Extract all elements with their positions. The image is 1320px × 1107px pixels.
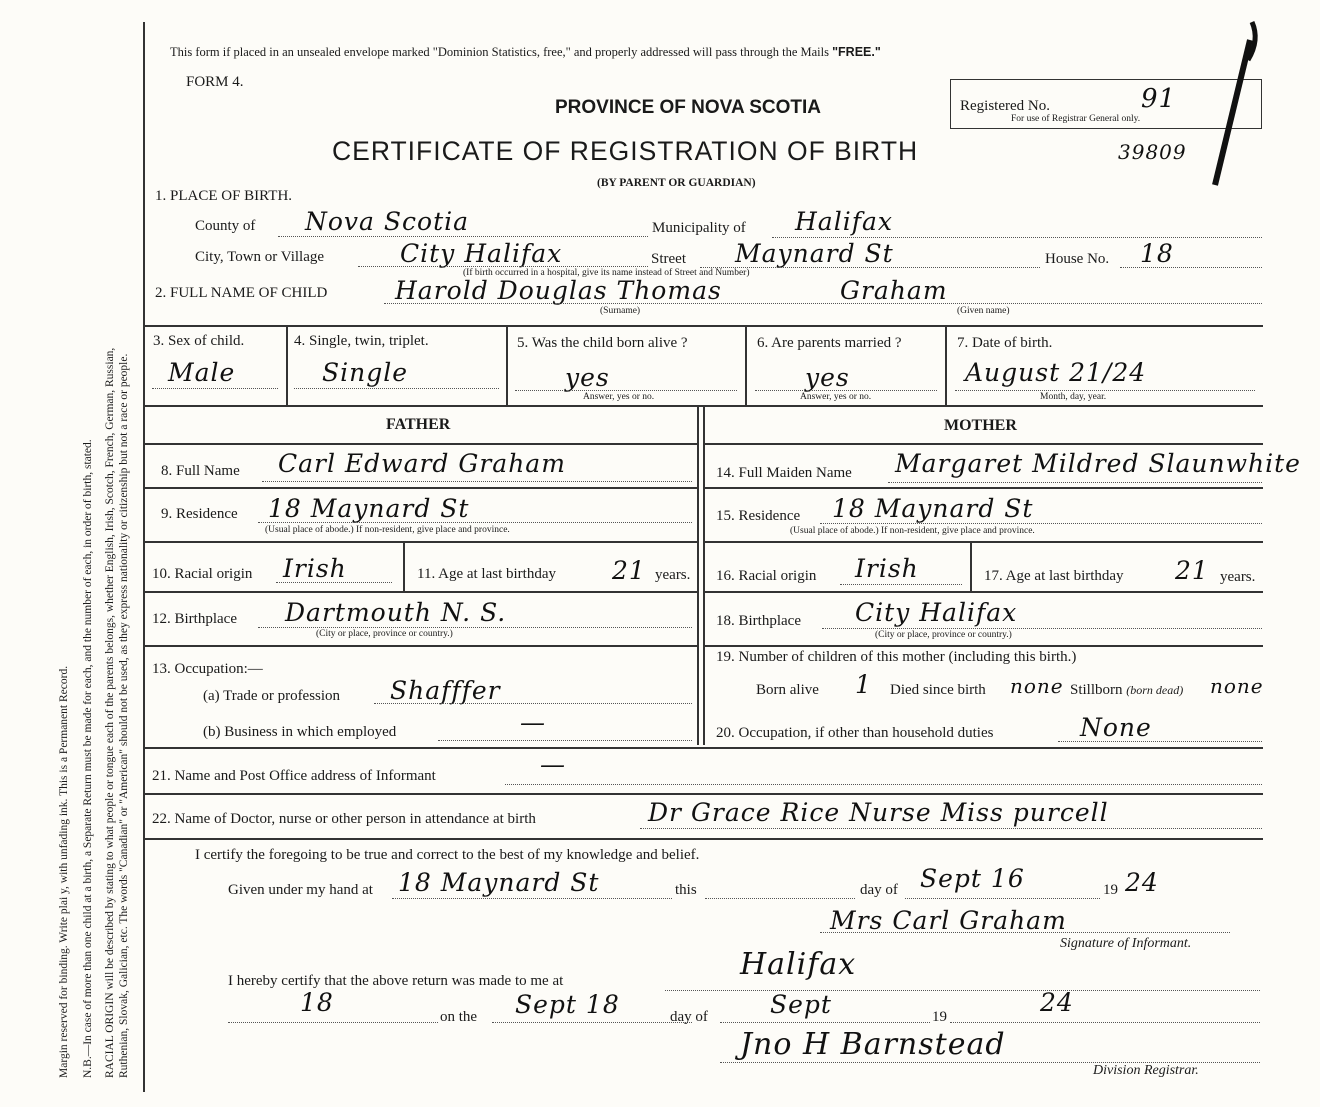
year-value: 24 (1125, 868, 1159, 897)
mother-racial-label: 16. Racial origin (716, 568, 817, 584)
father-birthplace-label: 12. Birthplace (152, 611, 237, 627)
registered-number: 91 (1141, 84, 1177, 114)
stillborn-label: Stillborn (born dead) (1070, 682, 1184, 698)
plurality-value: Single (322, 358, 409, 387)
informant-signature-label: Signature of Informant. (1060, 936, 1192, 951)
child-surname-value: Harold Douglas Thomas (395, 276, 722, 305)
child-given-value: Graham (840, 276, 948, 305)
margin-note-3: RACIAL ORIGIN will be described by stating to what people or tongue each of the parents belongs, whether English, Irish, Scotch, French, German, Russian, (104, 347, 116, 1078)
mother-years-label: years. (1220, 569, 1256, 585)
informant-value: — (540, 750, 566, 779)
mother-age-label: 17. Age at last birthday (984, 568, 1124, 584)
margin-note-4: Ruthenian, Slovak, Galician, etc. The words "Canadian" or "American" should not be used, as they express nationality or citizenship but not a race or people. (118, 353, 130, 1078)
mother-occupation-value: None (1080, 713, 1152, 742)
child-name-label: 2. FULL NAME OF CHILD (155, 285, 328, 301)
place-heading: 1. PLACE OF BIRTH. (155, 188, 293, 204)
division-registrar-label: Division Registrar. (1093, 1063, 1199, 1078)
on-the-label: on the (440, 1009, 478, 1025)
dob-value: August 21/24 (965, 358, 1147, 387)
father-name-value: Carl Edward Graham (278, 449, 566, 478)
father-business-value: — (520, 708, 546, 737)
municipality-label: Municipality of (652, 220, 746, 236)
surname-note: (Surname) (600, 306, 641, 316)
mother-residence-label: 15. Residence (716, 508, 801, 524)
registrar-statement: I hereby certify that the above return was made to me at (228, 973, 564, 989)
father-birthplace-note: (City or place, province or country.) (316, 629, 453, 639)
stillborn-value: none (1210, 674, 1264, 698)
born-alive-value: 1 (855, 670, 872, 699)
father-heading: FATHER (386, 416, 451, 433)
born-alive-label: Born alive (756, 682, 819, 698)
sex-value: Male (168, 358, 236, 387)
alive-value: yes (565, 363, 610, 392)
died-since-birth-label: Died since birth (890, 682, 986, 698)
registered-label: Registered No. (960, 98, 1050, 114)
county-label: County of (195, 218, 256, 234)
certify-statement: I certify the foregoing to be true and correct to the best of my knowledge and belief. (195, 847, 700, 863)
hospital-note: (If birth occurred in a hospital, give its name instead of Street and Number) (463, 268, 750, 278)
registrar-year-value: 24 (1040, 988, 1074, 1017)
page-title: CERTIFICATE OF REGISTRATION OF BIRTH (332, 136, 919, 166)
check-mark-icon (1200, 20, 1270, 190)
mother-racial-value: Irish (855, 554, 919, 583)
mother-children-label: 19. Number of children of this mother (including this birth.) (716, 649, 1077, 665)
street-label: Street (651, 251, 686, 267)
mother-residence-value: 18 Maynard St (832, 494, 1034, 523)
on-the-value: Sept 18 (515, 990, 620, 1019)
city-label: City, Town or Village (195, 249, 325, 265)
province-heading: PROVINCE OF NOVA SCOTIA (555, 97, 822, 118)
margin-note-1: Margin reserved for binding. Write plai y, with unfading ink. This is a Permanent Record. (58, 665, 70, 1078)
father-age-value: 21 (612, 556, 646, 585)
side-number: 39809 (1118, 140, 1187, 164)
married-value: yes (805, 363, 850, 392)
city-value: City Halifax (400, 239, 563, 268)
father-years-label: years. (655, 567, 691, 583)
house-label: House No. (1045, 251, 1110, 267)
mail-notice: This form if placed in an unsealed envelope marked "Dominion Statistics, free," and properly addressed will pass through the Mails "FREE." (170, 45, 881, 59)
father-residence-note: (Usual place of abode.) If non-resident, give place and province. (265, 525, 510, 535)
died-since-birth-value: none (1010, 674, 1064, 698)
mother-birthplace-value: City Halifax (855, 598, 1018, 627)
father-business-label: (b) Business in which employed (203, 724, 397, 740)
doctor-value: Dr Grace Rice Nurse Miss purcell (648, 798, 1109, 827)
father-racial-label: 10. Racial origin (152, 566, 253, 582)
year-prefix: 19 (1103, 882, 1118, 898)
father-residence-value: 18 Maynard St (268, 494, 470, 523)
father-residence-label: 9. Residence (161, 506, 238, 522)
mother-occupation-label: 20. Occupation, if other than household duties (716, 725, 994, 741)
form-number: FORM 4. (186, 74, 244, 90)
given-place-value: 18 Maynard St (398, 868, 600, 897)
plurality-label: 4. Single, twin, triplet. (294, 333, 429, 349)
this-label: this (675, 882, 697, 898)
father-name-label: 8. Full Name (161, 463, 240, 479)
registrar-signature: Jno H Barnstead (740, 1027, 1006, 1062)
day-of-label: day of (860, 882, 898, 898)
registrar-day-of-value: Sept (770, 990, 832, 1019)
mother-name-label: 14. Full Maiden Name (716, 465, 852, 481)
dob-label: 7. Date of birth. (957, 335, 1053, 351)
house-value: 18 (1140, 239, 1174, 268)
father-trade-label: (a) Trade or profession (203, 688, 341, 704)
mother-birthplace-note: (City or place, province or country.) (875, 630, 1012, 640)
father-racial-value: Irish (283, 554, 347, 583)
registered-note: For use of Registrar General only. (1011, 114, 1141, 124)
municipality-value: Halifax (795, 207, 893, 236)
father-age-label: 11. Age at last birthday (417, 566, 556, 582)
left-border (143, 22, 145, 1092)
father-occupation-label: 13. Occupation:— (152, 661, 263, 677)
father-birthplace-value: Dartmouth N. S. (285, 598, 507, 627)
mother-residence-note: (Usual place of abode.) If non-resident, give place and province. (790, 526, 1035, 536)
informant-label: 21. Name and Post Office address of Informant (152, 768, 436, 784)
sex-label: 3. Sex of child. (153, 333, 245, 349)
informant-signature: Mrs Carl Graham (830, 906, 1067, 935)
registrar-place-value: Halifax (740, 947, 857, 982)
street-value: Maynard St (735, 239, 894, 268)
given-name-note: (Given name) (957, 306, 1010, 316)
alive-note: Answer, yes or no. (583, 392, 655, 402)
mother-age-value: 21 (1175, 556, 1209, 585)
married-note: Answer, yes or no. (800, 392, 872, 402)
registrar-year-prefix: 19 (932, 1009, 947, 1025)
mother-name-value: Margaret Mildred Slaunwhite (895, 449, 1301, 478)
registrar-day-of-label: day of (670, 1009, 708, 1025)
day-of-value: Sept 16 (920, 864, 1025, 893)
alive-label: 5. Was the child born alive ? (517, 335, 688, 351)
mother-birthplace-label: 18. Birthplace (716, 613, 801, 629)
mother-heading: MOTHER (944, 417, 1017, 434)
dob-note: Month, day, year. (1040, 392, 1107, 402)
county-value: Nova Scotia (305, 207, 470, 236)
doctor-label: 22. Name of Doctor, nurse or other person in attendance at birth (152, 811, 536, 827)
father-trade-value: Shafffer (390, 676, 501, 705)
married-label: 6. Are parents married ? (757, 335, 902, 351)
registrar-number-value: 18 (300, 988, 334, 1017)
subtitle: (BY PARENT OR GUARDIAN) (597, 177, 756, 189)
margin-note-2: N.B.—In case of more than one child at a birth, a Separate Return must be made for each, and the number of each, in order of birth, stated. (82, 439, 94, 1078)
given-under-label: Given under my hand at (228, 882, 373, 898)
